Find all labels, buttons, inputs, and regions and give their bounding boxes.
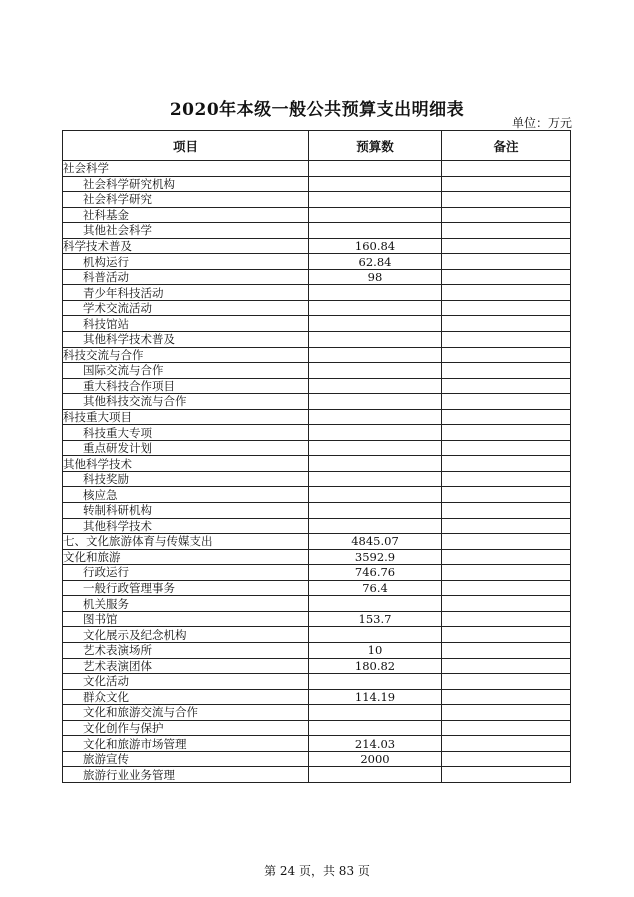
table-row [63,549,571,565]
row-budget-amount: 214.03 [309,736,442,752]
table-row [63,440,571,456]
unit-label: 单位：万元 [511,116,572,130]
row-budget-amount [309,440,442,456]
row-budget-amount [309,192,442,208]
row-budget-amount: 160.84 [309,238,442,254]
table-row [63,705,571,721]
row-item-name: 科技奖励 [63,471,309,487]
row-budget-amount [309,705,442,721]
row-budget-amount [309,394,442,410]
row-item-name: 文化创作与保护 [63,720,309,736]
row-item-name: 其他科学技术 [63,518,309,534]
table-row [63,503,571,519]
row-note [442,674,571,690]
row-item-name: 重点研发计划 [63,440,309,456]
row-budget-amount [309,300,442,316]
row-item-name: 图书馆 [63,611,309,627]
row-item-name: 群众文化 [63,689,309,705]
row-note [442,487,571,503]
row-budget-amount [309,456,442,472]
table-row [63,518,571,534]
row-note [442,300,571,316]
row-item-name: 社科基金 [63,207,309,223]
column-header-item: 项目 [63,131,309,161]
table-row [63,565,571,581]
row-item-name: 旅游行业业务管理 [63,767,309,783]
table-row [63,254,571,270]
row-note [442,456,571,472]
row-item-name: 青少年科技活动 [63,285,309,301]
row-budget-amount [309,378,442,394]
row-budget-amount [309,176,442,192]
page-title: 2020年本级一般公共预算支出明细表 [169,100,465,120]
row-item-name: 机构运行 [63,254,309,270]
row-note [442,238,571,254]
row-item-name: 文化和旅游市场管理 [63,736,309,752]
row-budget-amount [309,674,442,690]
row-note [442,425,571,441]
table-row [63,425,571,441]
table-row [63,409,571,425]
page-footer: 第 24 页，共 83 页 [264,864,370,878]
row-item-name: 文化和旅游交流与合作 [63,705,309,721]
row-budget-amount [309,425,442,441]
row-item-name: 转制科研机构 [63,503,309,519]
row-note [442,347,571,363]
row-budget-amount [309,409,442,425]
table-row [63,596,571,612]
row-item-name: 科技交流与合作 [63,347,309,363]
table-row [63,316,571,332]
table-row [63,223,571,239]
row-note [442,549,571,565]
row-note [442,720,571,736]
row-item-name: 文化活动 [63,674,309,690]
row-budget-amount [309,627,442,643]
row-budget-amount: 2000 [309,751,442,767]
row-note [442,751,571,767]
table-row [63,192,571,208]
row-budget-amount: 746.76 [309,565,442,581]
row-item-name: 科普活动 [63,269,309,285]
row-budget-amount: 62.84 [309,254,442,270]
row-budget-amount [309,767,442,783]
row-item-name: 科技重大专项 [63,425,309,441]
row-item-name: 国际交流与合作 [63,363,309,379]
row-note [442,440,571,456]
row-note [442,767,571,783]
row-note [442,611,571,627]
table-row [63,611,571,627]
table-row [63,332,571,348]
table-row [63,238,571,254]
row-note [442,192,571,208]
row-item-name: 其他科技交流与合作 [63,394,309,410]
row-item-name: 学术交流活动 [63,300,309,316]
row-budget-amount [309,471,442,487]
row-budget-amount [309,720,442,736]
table-row [63,689,571,705]
row-note [442,503,571,519]
row-budget-amount: 114.19 [309,689,442,705]
table-row [63,456,571,472]
table-row [63,534,571,550]
table-row [63,720,571,736]
table-row [63,580,571,596]
table-row [63,285,571,301]
row-budget-amount: 180.82 [309,658,442,674]
row-item-name: 科学技术普及 [63,238,309,254]
row-note [442,471,571,487]
row-note [442,363,571,379]
table-row [63,658,571,674]
row-item-name: 文化展示及纪念机构 [63,627,309,643]
row-item-name: 机关服务 [63,596,309,612]
row-budget-amount [309,487,442,503]
row-budget-amount: 4845.07 [309,534,442,550]
table-row [63,207,571,223]
row-note [442,161,571,177]
row-item-name: 七、文化旅游体育与传媒支出 [63,534,309,550]
row-budget-amount [309,518,442,534]
row-item-name: 重大科技合作项目 [63,378,309,394]
row-note [442,705,571,721]
row-budget-amount [309,207,442,223]
row-budget-amount [309,316,442,332]
row-budget-amount [309,332,442,348]
row-budget-amount [309,363,442,379]
row-note [442,658,571,674]
row-budget-amount: 3592.9 [309,549,442,565]
row-note [442,627,571,643]
row-item-name: 其他科学技术 [63,456,309,472]
row-item-name: 艺术表演场所 [63,642,309,658]
row-note [442,207,571,223]
table-row [63,300,571,316]
row-note [442,736,571,752]
row-note [442,565,571,581]
row-item-name: 社会科学研究机构 [63,176,309,192]
row-budget-amount: 76.4 [309,580,442,596]
table-row [63,627,571,643]
table-row [63,394,571,410]
table-row [63,471,571,487]
row-item-name: 行政运行 [63,565,309,581]
row-budget-amount [309,161,442,177]
row-budget-amount [309,347,442,363]
row-budget-amount: 98 [309,269,442,285]
row-item-name: 社会科学 [63,161,309,177]
row-item-name: 科技重大项目 [63,409,309,425]
table-row [63,161,571,177]
row-note [442,689,571,705]
table-row [63,642,571,658]
table-row [63,487,571,503]
row-item-name: 艺术表演团体 [63,658,309,674]
table-row [63,176,571,192]
table-row [63,378,571,394]
row-item-name: 其他社会科学 [63,223,309,239]
row-item-name: 旅游宣传 [63,751,309,767]
row-note [442,596,571,612]
row-note [442,518,571,534]
row-budget-amount [309,223,442,239]
row-note [442,254,571,270]
row-note [442,285,571,301]
table-row [63,751,571,767]
row-item-name: 一般行政管理事务 [63,580,309,596]
row-note [442,332,571,348]
row-note [442,269,571,285]
table-row [63,363,571,379]
row-item-name: 社会科学研究 [63,192,309,208]
row-note [442,409,571,425]
table-row [63,736,571,752]
row-note [442,223,571,239]
row-item-name: 其他科学技术普及 [63,332,309,348]
budget-table [62,130,571,783]
table-header-row [63,131,571,161]
table-body [63,161,571,783]
table-row [63,674,571,690]
row-budget-amount [309,596,442,612]
row-note [442,316,571,332]
row-note [442,176,571,192]
row-item-name: 核应急 [63,487,309,503]
table-row [63,347,571,363]
row-item-name: 文化和旅游 [63,549,309,565]
row-budget-amount [309,285,442,301]
row-note [442,378,571,394]
row-budget-amount: 10 [309,642,442,658]
column-header-note: 备注 [442,131,571,161]
row-budget-amount [309,503,442,519]
table-row [63,269,571,285]
row-note [442,642,571,658]
row-note [442,534,571,550]
row-item-name: 科技馆站 [63,316,309,332]
row-note [442,394,571,410]
row-note [442,580,571,596]
row-budget-amount: 153.7 [309,611,442,627]
table-row [63,767,571,783]
column-header-amount: 预算数 [309,131,442,161]
